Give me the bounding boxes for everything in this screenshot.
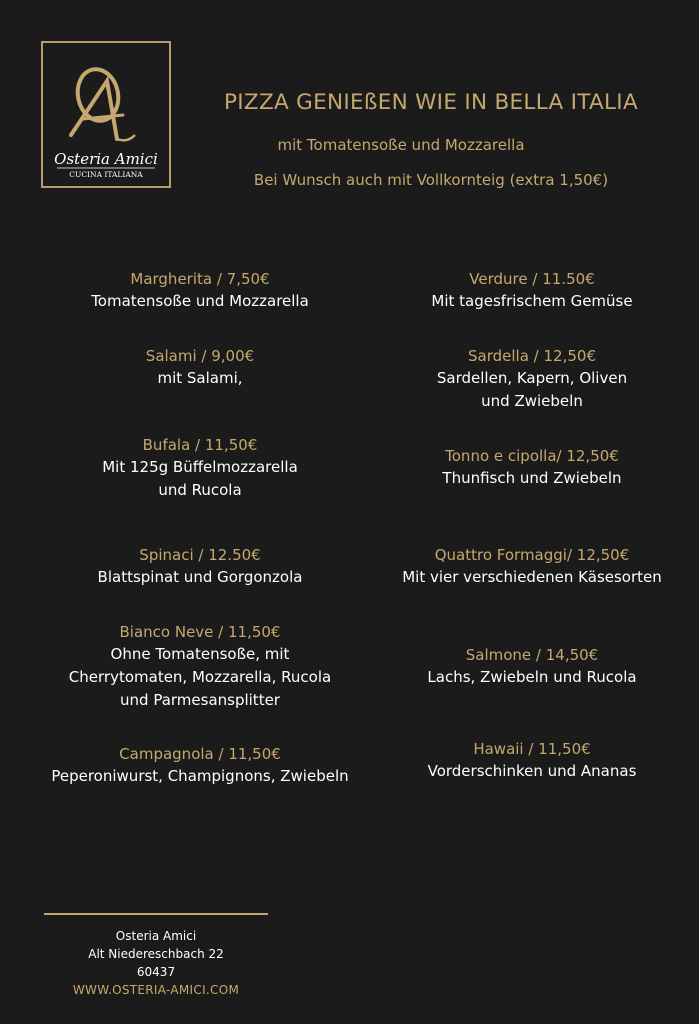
- menu-item-hawaii: [352, 738, 699, 783]
- menu-item-name: Hawaii / 11,50€: [473, 740, 591, 758]
- menu-item-sardella: [352, 345, 699, 413]
- menu-item-name: Salmone / 14,50€: [465, 646, 599, 664]
- logo-monogram-image: [43, 43, 169, 186]
- menu-item-name: Tonno e cipolla/ 12,50€: [445, 447, 619, 465]
- menu-item-bufala: [16, 434, 384, 502]
- menu-item-desc: Lachs, Zwiebeln und Rucola: [427, 668, 637, 686]
- menu-item-salmone: [352, 644, 699, 689]
- footer-website-link[interactable]: WWW.OSTERIA-AMICI.COM: [72, 983, 240, 997]
- menu-item-name: Campagnola / 11,50€: [119, 745, 281, 763]
- menu-item-name: Spinaci / 12.50€: [139, 546, 261, 564]
- menu-item-desc: Mit tagesfrischem Gemüse: [431, 292, 633, 310]
- menu-item-quattro-formaggi: [352, 544, 699, 589]
- footer-street: Alt Niedereschbach 22: [88, 947, 224, 961]
- menu-item-campagnola: [16, 743, 384, 788]
- logo-name: Osteria Amici: [54, 150, 158, 168]
- menu-item-name: Salami / 9,00€: [145, 347, 255, 365]
- menu-item-bianco-neve: [16, 621, 384, 712]
- logo-tagline: CUCINA ITALIANA: [69, 170, 143, 179]
- menu-item-desc: Vorderschinken und Ananas: [427, 762, 637, 780]
- footer-name: Osteria Amici: [115, 929, 197, 943]
- menu-item-name: Bufala / 11,50€: [142, 436, 258, 454]
- page-title: PIZZA GENIEßEN WIE IN BELLA ITALIA: [224, 90, 638, 115]
- menu-item-margherita: [16, 268, 384, 313]
- footer-address: [44, 927, 268, 999]
- menu-item-desc: Mit vier verschiedenen Käsesorten: [402, 568, 662, 586]
- menu-item-spinaci: [16, 544, 384, 589]
- menu-item-desc: Blattspinat und Gorgonzola: [97, 568, 303, 586]
- menu-item-desc: mit Salami,: [157, 369, 243, 387]
- menu-item-desc: Thunfisch und Zwiebeln: [442, 469, 622, 487]
- page-subtitle: mit Tomatensoße und Mozzarella: [277, 136, 525, 154]
- menu-item-desc: Mit 125g Büffelmozzarella und Rucola: [102, 458, 298, 499]
- menu-item-name: Verdure / 11.50€: [469, 270, 595, 288]
- menu-item-desc: Sardellen, Kapern, Oliven und Zwiebeln: [436, 369, 628, 410]
- menu-item-name: Quattro Formaggi/ 12,50€: [434, 546, 630, 564]
- menu-item-verdure: [352, 268, 699, 313]
- menu-item-name: Margherita / 7,50€: [130, 270, 270, 288]
- menu-item-desc: Tomatensoße und Mozzarella: [91, 292, 309, 310]
- page-note: Bei Wunsch auch mit Vollkornteig (extra 1,50€): [253, 171, 609, 189]
- footer-divider: [44, 913, 268, 915]
- menu-item-salami: [16, 345, 384, 390]
- footer-zip: 60437: [136, 965, 176, 979]
- menu-item-tonno-e-cipolla: [352, 445, 699, 490]
- menu-item-name: Sardella / 12,50€: [468, 347, 596, 365]
- restaurant-logo: [41, 41, 171, 188]
- menu-item-name: Bianco Neve / 11,50€: [119, 623, 281, 641]
- menu-item-desc: Peperoniwurst, Champignons, Zwiebeln: [51, 767, 349, 785]
- menu-item-desc: Ohne Tomatensoße, mit Cherrytomaten, Mozzarella, Rucola und Parmesansplitter: [68, 645, 332, 709]
